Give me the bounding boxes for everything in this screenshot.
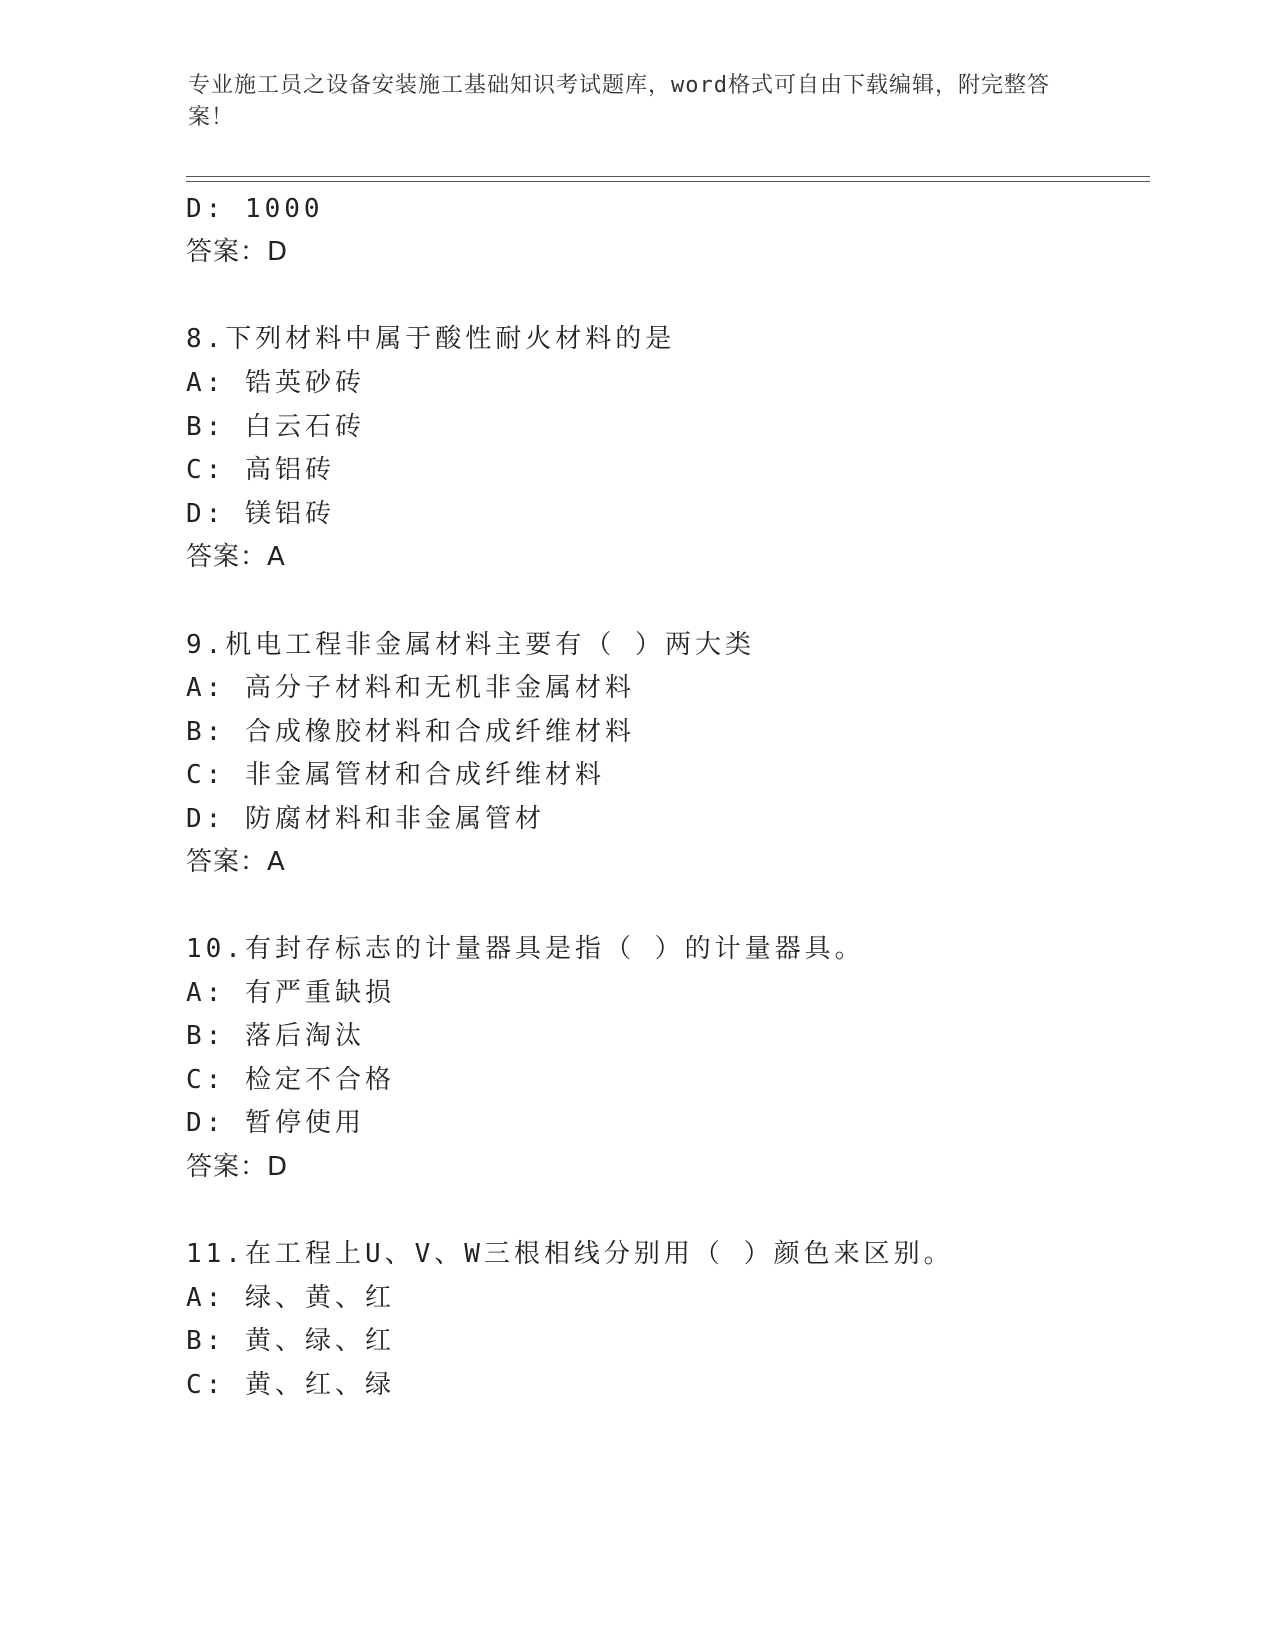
question-stem: 10.有封存标志的计量器具是指（ ）的计量器具。: [186, 934, 865, 964]
option-b: B: 合成橡胶材料和合成纤维材料: [186, 717, 635, 747]
option-d: D: 1000: [186, 194, 324, 224]
answer-line: 答案：D: [186, 1152, 289, 1182]
question-stem: 11.在工程上U、V、W三根相线分别用（ ）颜色来区别。: [186, 1239, 954, 1269]
option-a: A: 绿、黄、红: [186, 1283, 395, 1313]
option-a: A: 锆英砂砖: [186, 368, 365, 398]
answer-line: 答案：A: [186, 542, 286, 572]
question-stem: 9.机电工程非金属材料主要有（ ）两大类: [186, 630, 755, 660]
option-d: D: 暂停使用: [186, 1108, 365, 1138]
option-c: C: 高铝砖: [186, 455, 335, 485]
option-d: D: 镁铝砖: [186, 499, 335, 529]
option-a: A: 高分子材料和无机非金属材料: [186, 673, 635, 703]
answer-line: 答案：A: [186, 847, 286, 877]
option-b: B: 落后淘汰: [186, 1021, 365, 1051]
option-c: C: 黄、红、绿: [186, 1370, 395, 1400]
answer-line: 答案：D: [186, 237, 289, 267]
option-c: C: 非金属管材和合成纤维材料: [186, 760, 605, 790]
option-d: D: 防腐材料和非金属管材: [186, 804, 545, 834]
option-b: B: 黄、绿、红: [186, 1326, 395, 1356]
question-stem: 8.下列材料中属于酸性耐火材料的是: [186, 324, 676, 354]
option-c: C: 检定不合格: [186, 1065, 395, 1095]
header-divider: [186, 176, 1150, 182]
option-b: B: 白云石砖: [186, 412, 365, 442]
page-header: 专业施工员之设备安装施工基础知识考试题库，word格式可自由下载编辑，附完整答案！: [188, 73, 1050, 130]
option-a: A: 有严重缺损: [186, 978, 395, 1008]
